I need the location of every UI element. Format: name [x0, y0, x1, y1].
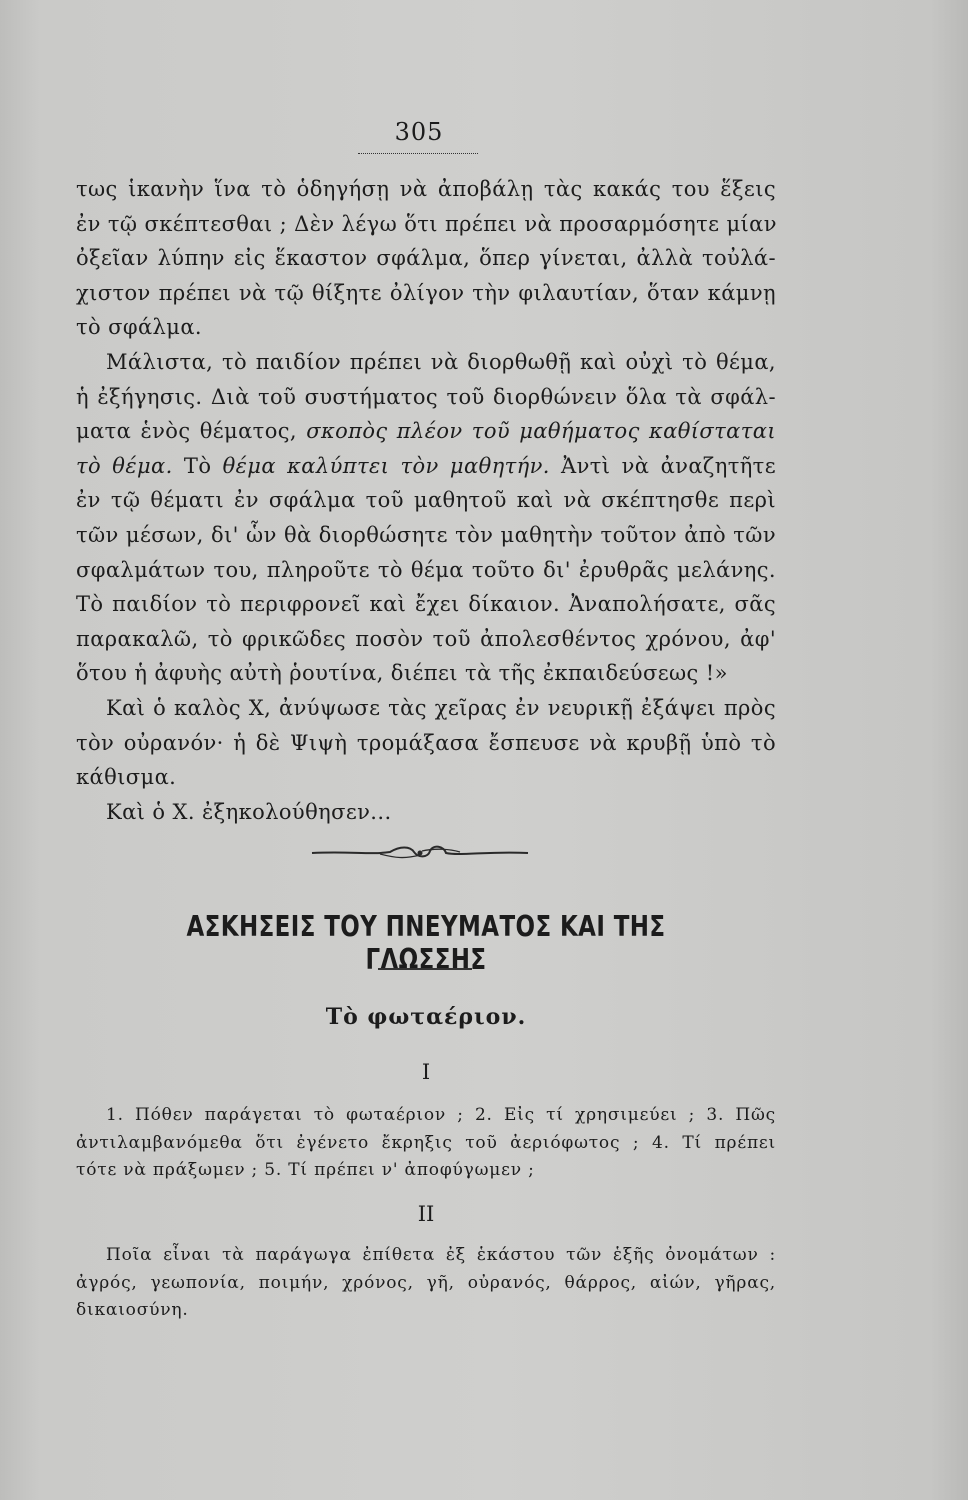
subheading: Τὸ φωταέριον.: [325, 1004, 527, 1030]
text-line: δικαιοσύνη.: [76, 1300, 189, 1320]
ornament-divider: [310, 838, 530, 868]
text-line: ἐν τῷ θέματι ἐν σφάλμα τοῦ μαθητοῦ καὶ νὰ σκέπτησθε περὶ: [76, 488, 776, 513]
page-number: 305: [394, 118, 444, 146]
text-line: ὀξεῖαν λύπην εἰς ἕκαστον σφάλμα, ὅπερ γίνεται, ἀλλὰ τοὐλά-: [76, 246, 776, 271]
text-line: ἀντιλαμβανόμεθα ὅτι ἐγένετο ἔκρηξις τοῦ ἀεριόφωτος ; 4. Τί πρέπει: [76, 1132, 776, 1153]
page-number-rule: [358, 153, 478, 154]
italic-text-run: θέμα καλύπτει τὸν μαθητήν.: [222, 453, 550, 478]
exercise-block: [76, 1242, 776, 1325]
text-line: τῶν μέσων, δι' ὧν θὰ διορθώσητε τὸν μαθητὴν τοῦτον ἀπὸ τῶν: [76, 522, 776, 547]
exercise-numeral: II: [417, 1202, 435, 1226]
text-line: Τὸ παιδίον τὸ περιφρονεῖ καὶ ἔχει δίκαιον. Ἀναπολήσατε, σᾶς: [76, 592, 776, 617]
text-line: Καὶ ὁ καλὸς Χ, ἀνύψωσε τὰς χεῖρας ἐν νευρικῇ ἐξάψει πρὸς: [106, 695, 776, 720]
text-line: ἡ ἐξήγησις. Διὰ τοῦ συστήματος τοῦ διορθώνειν ὅλα τὰ σφάλ-: [76, 384, 776, 409]
exercise-numeral: I: [421, 1060, 431, 1084]
text-line: τότε νὰ πράξωμεν ; 5. Τί πρέπει ν' ἀποφύγωμεν ;: [76, 1160, 535, 1180]
text-line: χιστον πρέπει νὰ τῷ θίξητε ὀλίγον τὴν φιλαυτίαν, ὅταν κάμνῃ: [76, 280, 776, 305]
text-line: τως ἱκανὴν ἵνα τὸ ὁδηγήσῃ νὰ ἀποβάλῃ τὰς κακάς του ἕξεις: [76, 177, 776, 201]
text-line: παρακαλῶ, τὸ φρικῶδες ποσὸν τοῦ ἀπολεσθέντος χρόνου, ἀφ': [76, 626, 776, 651]
text-line: σφαλμάτων του, πληροῦτε τὸ θέμα τοῦτο δι' ἐρυθρᾶς μελάνης.: [76, 557, 776, 582]
text-line: Μάλιστα, τὸ παιδίον πρέπει νὰ διορθωθῇ καὶ οὐχὶ τὸ θέμα,: [106, 349, 776, 374]
text-line: ἀγρός, γεωπονία, ποιμήν, χρόνος, γῆ, οὐρανός, θάρρος, αἰών, γῆρας,: [76, 1272, 776, 1293]
text-line: τὸν οὐρανόν· ἡ δὲ Ψιψὴ τρομάξασα ἔσπευσε νὰ κρυβῇ ὑπὸ τὸ: [76, 730, 776, 755]
text-line: ὅτου ἡ ἀφυὴς αὐτὴ ῥουτίνα, διέπει τὰ τῆς ἐκπαιδεύσεως !»: [76, 661, 728, 686]
section-heading: ΑΣΚΗΣΕΙΣ ΤΟΥ ΠΝΕΥΜΑΤΟΣ ΚΑΙ ΤΗΣ ΓΛΩΣΣΗΣ: [186, 910, 666, 976]
text-run: Ἀντὶ νὰ ἀναζητῆτε: [549, 453, 776, 478]
exercise-block: [76, 1102, 776, 1185]
body-text: [76, 172, 776, 829]
text-line: Καὶ ὁ Χ. ἐξηκολούθησεν...: [106, 799, 392, 824]
text-line: [76, 414, 776, 449]
text-line: ἐν τῷ σκέπτεσθαι ; Δὲν λέγω ὅτι πρέπει νὰ προσαρμόσητε μίαν: [76, 211, 777, 236]
text-line: Ποῖα εἶναι τὰ παράγωγα ἐπίθετα ἐξ ἑκάστου τῶν ἑξῆς ὀνομάτων :: [106, 1245, 776, 1265]
heading-rule: [378, 968, 472, 970]
text-line: τὸ σφάλμα.: [76, 315, 202, 340]
text-line: [76, 449, 776, 484]
text-line: κάθισμα.: [76, 765, 177, 790]
text-run: ματα ἑνὸς θέματος,: [76, 419, 307, 444]
text-line: 1. Πόθεν παράγεται τὸ φωταέριον ; 2. Εἰς τί χρησιμεύει ; 3. Πῶς: [106, 1105, 776, 1125]
italic-text-run: σκοπὸς πλέον τοῦ μαθήματος καθίσταται: [306, 419, 776, 444]
italic-text-run: τὸ θέμα.: [76, 453, 173, 478]
text-run: Τὸ: [172, 453, 223, 478]
